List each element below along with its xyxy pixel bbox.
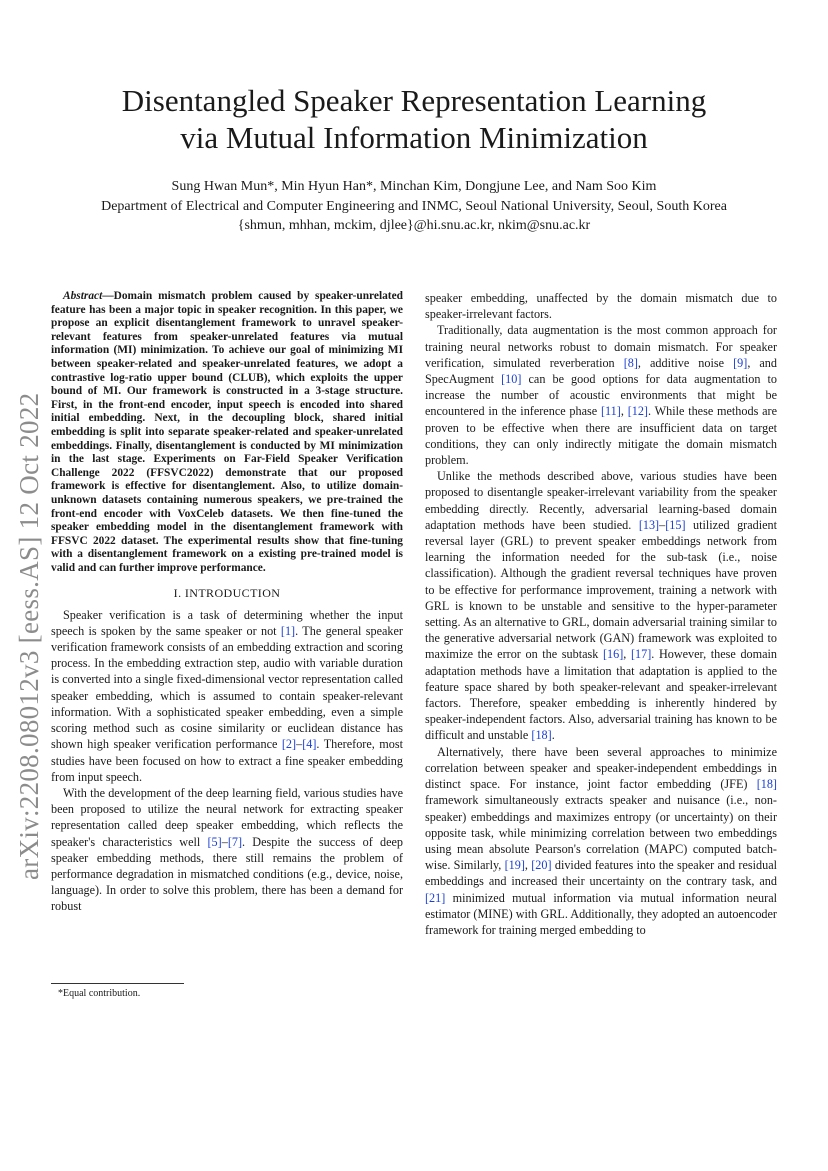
author-affiliation: Department of Electrical and Computer Engineering and INMC, Seoul National University, Seoul, South Korea xyxy=(101,198,727,214)
text-run: , additive noise xyxy=(637,355,734,370)
right-paragraph-adversarial xyxy=(425,468,777,743)
text-run: , and SpecAugment xyxy=(425,355,777,387)
text-run: – xyxy=(296,737,303,752)
arxiv-identifier-stamp: arXiv:2208.08012v3 [eess.AS] 12 Oct 2022 xyxy=(14,392,44,880)
text-run: With the development of the deep learning field, various studies have been proposed to utilize the neural network for extracting speaker representation called deep speaker embedding, which reflects the speaker's characteristics well xyxy=(51,785,403,849)
author-names: Sung Hwan Mun*, Min Hyun Han*, Minchan Kim, Dongjune Lee, and Nam Soo Kim xyxy=(171,179,657,194)
paper-title-line-1: Disentangled Speaker Representation Learning xyxy=(121,83,707,118)
citation-link[interactable]: [10] xyxy=(501,372,522,387)
text-run: , xyxy=(620,404,628,419)
citation-link[interactable]: [2] xyxy=(281,737,297,752)
text-run: . While these methods are proven to be effective when there are insufficient data on target conditions, they can only indirectly mitigate the domain mismatch problem. xyxy=(425,404,778,468)
footnote-equal-contribution: *Equal contribution. xyxy=(58,988,141,999)
abstract xyxy=(51,290,403,575)
author-block xyxy=(40,177,788,236)
paper-title xyxy=(80,82,748,156)
text-run: can be good options for data augmentation to increase the number of acoustic environments that might be encountered in the inference phase xyxy=(425,372,777,419)
right-paragraph-correlation xyxy=(425,744,777,938)
text-run: – xyxy=(221,834,228,849)
left-column xyxy=(51,290,403,915)
citation-link[interactable]: [7] xyxy=(227,834,243,849)
citation-link[interactable]: [9] xyxy=(733,355,748,370)
abstract-label: Abstract xyxy=(63,290,103,302)
right-paragraph-continuation: speaker embedding, unaffected by the domain mismatch due to speaker-irrelevant factors. xyxy=(425,291,777,322)
right-column xyxy=(425,290,777,938)
citation-link[interactable]: [16] xyxy=(602,647,624,662)
text-run: framework simultaneously extracts speaker and nuisance (i.e., non-speaker) embeddings and maximizes entropy (or uncertainty) on their opposite task, while minimizing correlation between two embeddings using mean absolute Pearson's correlation (MAPC) computed batch-wise. Similarly, xyxy=(425,793,777,873)
text-run: Unlike the methods described above, various studies have been proposed to disentangle speaker-irrelevant variability from the speaker embedding directly. Recently, adversarial learning-based domain adaptation methods have been studied. xyxy=(425,469,777,532)
citation-link[interactable]: [11] xyxy=(600,404,621,419)
citation-link[interactable]: [18] xyxy=(756,777,777,792)
text-run: – xyxy=(659,517,666,532)
citation-link[interactable]: [8] xyxy=(623,355,638,370)
text-run: utilized gradient reversal layer (GRL) to prevent speaker embeddings network from learning the information needed for the sub-task (i.e., noise classification). Although the gradient reversal techniques have proven to be effective for performance improvement, training a network with GRL is known to be unstable and sensitive to the hyper-parameter setting. As an alternative to GRL, domain adversarial training similar to the generative adversarial network (GAN) framework was exploited to maximize the error on the subtask xyxy=(425,517,778,662)
intro-paragraph-2 xyxy=(51,785,403,915)
section-heading-introduction: I. INTRODUCTION xyxy=(173,586,281,601)
citation-link[interactable]: [21] xyxy=(425,890,446,905)
intro-paragraph-1 xyxy=(51,607,403,785)
author-emails: {shmun, mhhan, mckim, djlee}@hi.snu.ac.kr, nkim@snu.ac.kr xyxy=(237,218,591,233)
text-run: divided features into the speaker and residual embeddings and increased their uncertainty on the contrary task, and xyxy=(425,858,777,889)
text-run: minimized mutual information via mutual information neural estimator (MINE) with GRL. Additionally, they adopted an autoencoder framework for training merged embedding to xyxy=(425,890,777,937)
citation-link[interactable]: [18] xyxy=(531,728,552,743)
citation-link[interactable]: [13] xyxy=(638,517,660,532)
text-run: . Therefore, most studies have been focused on how to extract a fine speaker embedding from input speech. xyxy=(51,737,403,784)
text-run: . However, these domain adaptation methods have a limitation that adaptation is applied to the feature space shared by both speaker-relevant and speaker-irrelevant factors. Therefore, speaker embedding is inherently hindered by speaker-independent factors. Also, adversarial training has known to be difficult and unstable xyxy=(425,647,778,743)
text-run: Traditionally, data augmentation is the most common approach for training neural networks robust to domain mismatch. For speaker verification, simulated reverberation xyxy=(425,323,777,370)
citation-link[interactable]: [4] xyxy=(302,737,317,752)
text-run: . The general speaker verification framework consists of an embedding extraction and scoring process. In the embedding extraction step, audio with variable duration is converted into a single fixed-dimensional vector representation called speaker embedding, which is assumed to contain speaker-relevant information. With a sophisticated speaker embedding, even a simple scoring method such as cosine similarity or euclidean distance has shown high speaker verification performance xyxy=(51,623,403,752)
right-paragraph-augmentation xyxy=(425,322,777,468)
citation-link[interactable]: [19] xyxy=(504,858,525,873)
text-run: . xyxy=(551,728,555,743)
citation-link[interactable]: [20] xyxy=(531,858,552,873)
text-run: , xyxy=(524,858,532,873)
footnote-divider xyxy=(51,983,184,984)
text-run: Speaker verification is a task of determining whether the input speech is spoken by the same speaker or not xyxy=(51,607,403,638)
citation-link[interactable]: [15] xyxy=(665,517,686,532)
citation-link[interactable]: [17] xyxy=(630,647,652,662)
citation-link[interactable]: [1] xyxy=(280,623,296,638)
paper-title-line-2: via Mutual Information Minimization xyxy=(180,120,648,155)
abstract-text: —Domain mismatch problem caused by speaker-unrelated feature has been a major topic in speaker recognition. In this paper, we propose an explicit disentanglement framework to unravel speaker-relevant features from speaker-unrelated features via mutual information (MI) minimization. To achieve our goal of minimizing MI between speaker-related and speaker-unrelated features, we adopt a contrastive log-ratio upper bound (CLUB), which exploits the upper bound of MI. Our framework is constructed in a 3-stage structure. First, in the front-end encoder, input speech is encoded into shared initial embedding. Next, in the decoupling block, shared initial embedding is split into separate speaker-related and speaker-unrelated embeddings. Finally, disentanglement is conducted by MI minimization in the last stage. Experiments on Far-Field Speaker Verification Challenge 2022 (FFSVC2022) demonstrate that our proposed framework is effective for disentanglement. Also, to utilize domain-unknown datasets containing numerous speakers, we pre-trained the front-end encoder with VoxCeleb datasets. We then fine-tuned the speaker embedding model in the disentanglement framework with FFSVC 2022 dataset. The experimental results show that fine-tuning with a disentanglement framework on a existing pre-trained model is valid and can further improve performance. xyxy=(51,290,403,574)
text-run: , xyxy=(623,647,631,662)
text-run: Alternatively, there have been several approaches to minimize correlation between speaker and speaker-independent embeddings in distinct space. For instance, joint factor embedding (JFE) xyxy=(425,744,777,792)
citation-link[interactable]: [5] xyxy=(207,834,222,849)
text-run: . Despite the success of deep speaker embedding methods, there still remains the problem of performance degradation in mismatched conditions (e.g., device, noise, language). In order to solve this problem, there has been a demand for robust xyxy=(51,834,403,914)
citation-link[interactable]: [12] xyxy=(627,404,648,419)
